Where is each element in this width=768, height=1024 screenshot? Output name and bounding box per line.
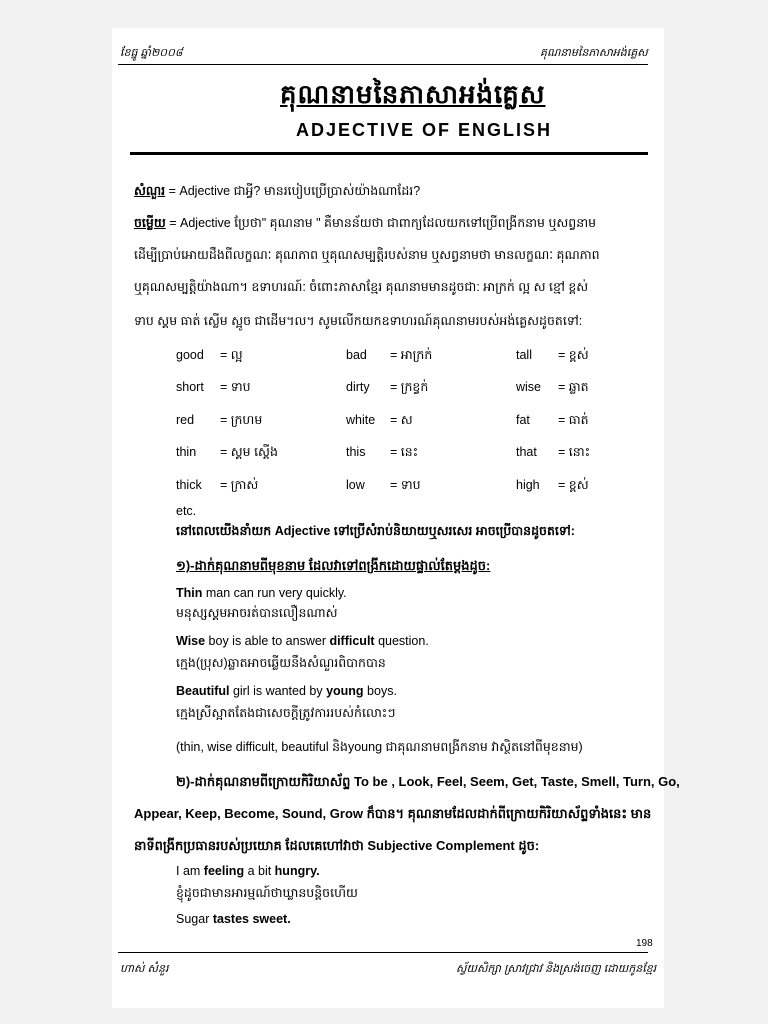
page-title-english: ADJECTIVE OF ENGLISH bbox=[296, 120, 553, 140]
answer-text-1: = Adjective ប្រែថា" គុណនាម " គឺមានន័យថា ជាពាក្យដែលយកទៅប្រើពង្រីកនាម ឬសព្វនាម bbox=[169, 216, 597, 230]
vocab-meaning: = អាក្រក់ bbox=[390, 348, 433, 362]
vocab-row bbox=[176, 380, 656, 396]
footer-rule bbox=[118, 952, 648, 953]
vocab-meaning: = ឆ្លាត bbox=[558, 380, 589, 394]
s1-ex3-adjective: Beautiful bbox=[176, 684, 230, 698]
s1-ex3-adjective-2: young bbox=[326, 684, 364, 698]
s2-ex1-pre: I am bbox=[176, 864, 204, 878]
answer-label: ចម្លើយ bbox=[134, 216, 166, 230]
vocab-meaning: = ខ្ពស់ bbox=[558, 348, 589, 362]
s2-ex2-verb-adjective: tastes sweet. bbox=[212, 912, 291, 926]
vocab-meaning: = ធាត់ bbox=[558, 413, 589, 427]
s2-ex2-pre: Sugar bbox=[176, 912, 213, 926]
answer-line-2: ដើម្បីប្រាប់អោយដឹងពីលក្ខណៈ គុណភាព ឬគុណសម្បត្តិរបស់នាម ឬសព្វនាមថា មានលក្ខណៈ គុណភាព bbox=[134, 248, 600, 262]
question-text: = Adjective ជាអ្វី? មានរបៀបប្រើប្រាស់យ៉ាងណាដែរ? bbox=[168, 184, 421, 198]
vocab-meaning: = ស bbox=[390, 413, 413, 427]
section-1-heading: ១)-ដាក់គុណនាមពីមុខនាម ដែលវាទៅពង្រីកដោយផ្ទាល់តែម្តងដូច: bbox=[176, 558, 491, 573]
s2-example-1-khmer: ខ្ញុំដូចជាមានអារម្មណ៍ថាឃ្លានបន្តិចហើយ bbox=[176, 886, 358, 900]
vocab-word: short bbox=[176, 380, 204, 394]
vocab-etc: etc. bbox=[176, 504, 197, 518]
s2-ex1-adjective: hungry. bbox=[274, 864, 320, 878]
vocab-meaning: = នោះ bbox=[558, 445, 591, 459]
vocab-word: thick bbox=[176, 478, 202, 492]
s1-ex1-adjective: Thin bbox=[176, 586, 203, 600]
vocab-row bbox=[176, 413, 656, 429]
vocab-meaning: = ក្រហម bbox=[220, 413, 263, 427]
page-number: 198 bbox=[636, 938, 653, 949]
s2-example-2 bbox=[176, 912, 291, 926]
vocab-word: that bbox=[516, 445, 537, 459]
section-2-heading: ២)-ដាក់គុណនាមពីក្រោយកិរិយាស័ព្ទ To be , Look, Feel, Seem, Get, Taste, Smell, Turn, Go, bbox=[176, 774, 680, 789]
vocab-word: high bbox=[516, 478, 540, 492]
s2-ex1-verb: feeling bbox=[203, 864, 245, 878]
vocab-row bbox=[176, 348, 656, 364]
vocab-word: good bbox=[176, 348, 204, 362]
s1-ex2-end: question. bbox=[374, 634, 429, 648]
s1-ex1-rest: man can run very quickly. bbox=[202, 586, 347, 600]
vocab-word: thin bbox=[176, 445, 197, 459]
vocab-word: low bbox=[346, 478, 365, 492]
vocab-word: wise bbox=[516, 380, 542, 394]
s1-ex2-adjective: Wise bbox=[176, 634, 206, 648]
vocab-meaning: = ខ្ពស់ bbox=[558, 478, 589, 492]
document-page bbox=[112, 28, 664, 1008]
s1-ex2-mid: boy is able to answer bbox=[205, 634, 330, 648]
s1-example-3 bbox=[176, 684, 397, 698]
s1-example-1-khmer: មនុស្សស្គមអាចរត់បានលឿនណាស់ bbox=[176, 606, 338, 620]
s1-ex2-adjective-2: difficult bbox=[329, 634, 375, 648]
footer-note: ស្វ័យសិក្សា ស្រាវជ្រាវ និងស្រង់ចេញ ដោយកូនខ្មែរ bbox=[456, 963, 657, 975]
s1-example-3-khmer: ក្មេងស្រីស្អាតតែងជាសេចក្តីត្រូវការរបស់កំលោះៗ bbox=[176, 706, 396, 720]
vocab-meaning: = ក្រាស់ bbox=[220, 478, 259, 492]
s1-ex3-mid: girl is wanted by bbox=[229, 684, 327, 698]
vocab-row bbox=[176, 478, 656, 494]
vocab-word: white bbox=[346, 413, 376, 427]
footer-author: ហាស់ សំនួរ bbox=[120, 963, 169, 975]
answer-line-3: ឬគុណសម្បត្តិយ៉ាងណា។ ឧទាហរណ៍: ចំពោះភាសាខ្មែរ គុណនាមមានដូចជា: អាក្រក់ ល្អ ស ខ្មៅ ខ្ពស់ bbox=[134, 280, 589, 294]
answer-line-1 bbox=[134, 216, 596, 230]
header-date: ខែធ្នូ ឆ្នាំ២០០៨ bbox=[120, 47, 183, 59]
vocab-word: dirty bbox=[346, 380, 370, 394]
vocab-word: red bbox=[176, 413, 195, 427]
question-line bbox=[134, 184, 420, 198]
question-label: សំណួរ bbox=[134, 184, 166, 198]
vocab-meaning: = ក្រខ្វក់ bbox=[390, 380, 429, 394]
page-title-khmer: គុណនាមនៃភាសាអង់គ្លេស bbox=[280, 79, 546, 109]
vocab-word: this bbox=[346, 445, 366, 459]
header-title: គុណនាមនៃភាសាអង់គ្លេស bbox=[540, 47, 648, 59]
s1-ex3-end: boys. bbox=[363, 684, 397, 698]
s1-example-2 bbox=[176, 634, 429, 648]
s1-example-2-khmer: ក្មេង(ប្រុស)ឆ្លាតអាចឆ្លើយនឹងសំណួរពិបាកបាន bbox=[176, 656, 386, 670]
s2-example-1 bbox=[176, 864, 320, 878]
vocab-meaning: = ល្អ bbox=[220, 348, 243, 362]
vocab-meaning: = ស្គម ស្តើង bbox=[220, 445, 278, 459]
section-2-line-3: នាទីពង្រីកប្រធានរបស់ប្រយោគ ដែលគេហៅវាថា Subjective Complement ដូច: bbox=[134, 838, 540, 853]
s1-example-1 bbox=[176, 586, 347, 600]
answer-line-4: ទាប ស្គម ធាត់ ស្លើម ស្អូច ជាដើម។ល។ សូមលើកយកឧទាហរណ៍គុណនាមរបស់អង់គ្លេសដូចតទៅ: bbox=[134, 314, 583, 328]
vocab-meaning: = នេះ bbox=[390, 445, 419, 459]
vocab-word: tall bbox=[516, 348, 532, 362]
vocab-word: bad bbox=[346, 348, 367, 362]
header-rule bbox=[118, 64, 648, 65]
title-rule bbox=[130, 152, 648, 155]
usage-intro: នៅពេលយើងនាំយក Adjective ទៅប្រើសំរាប់និយាយឬសរសេរ អាចប្រើបានដូចតទៅ: bbox=[176, 524, 575, 538]
section-2-line-2: Appear, Keep, Become, Sound, Grow ក៏បាន។ គុណនាមដែលដាក់ពីក្រោយកិរិយាស័ព្ទទាំងនេះ មាន bbox=[134, 806, 652, 821]
s1-note: (thin, wise difficult, beautiful និងyoung ជាគុណនាមពង្រីកនាម វាស្ថិតនៅពីមុខនាម) bbox=[176, 740, 583, 754]
vocab-row bbox=[176, 445, 656, 461]
vocab-meaning: = ទាប bbox=[390, 478, 421, 492]
vocab-meaning: = ទាប bbox=[220, 380, 251, 394]
s2-ex1-mid: a bit bbox=[244, 864, 275, 878]
vocab-word: fat bbox=[516, 413, 530, 427]
